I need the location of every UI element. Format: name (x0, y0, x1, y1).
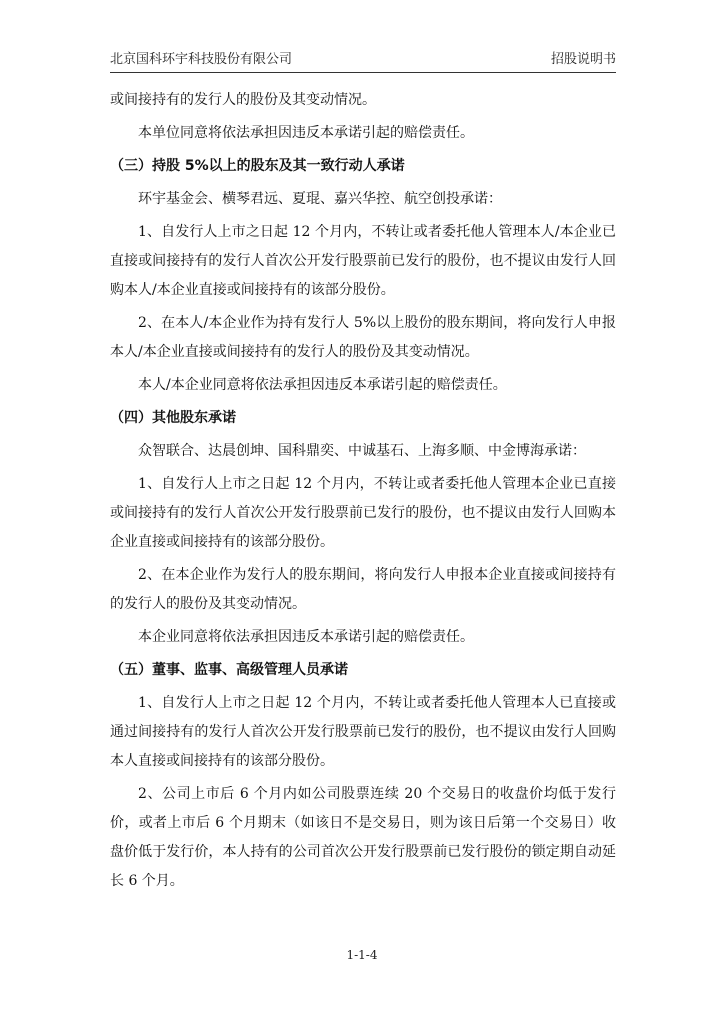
document-body (110, 86, 616, 900)
paragraph-continuation: 或间接持有的发行人的股份及其变动情况。 (110, 92, 376, 108)
paragraph-major-shareholders: 环宇基金会、横琴君远、夏琨、嘉兴华控、航空创投承诺： (138, 191, 502, 207)
page-header (110, 50, 616, 70)
paragraph-major-report: 2、在本人/本企业作为持有发行人 5%以上股份的股东期间，将向发行人申报本人/本企业直接或间接持有的发行人的股份及其变动情况。 (110, 315, 616, 360)
paragraph-directors-lockup: 1、自发行人上市之日起 12 个月内，不转让或者委托他人管理本人已直接或通过间接持有的发行人首次公开发行股票前已发行的股份，也不提议由发行人回购本人直接或间接持有的该部分股份。 (110, 695, 616, 769)
header-company-name: 北京国科环宇科技股份有限公司 (110, 52, 293, 67)
paragraph-other-shareholders: 众智联合、达晨创坤、国科鼎奕、中诚基石、上海多顺、中金博海承诺： (138, 443, 586, 459)
paragraph-other-liability: 本企业同意将依法承担因违反本承诺引起的赔偿责任。 (138, 629, 474, 645)
page-number: 1-1-4 (346, 948, 378, 962)
paragraph-major-liability: 本人/本企业同意将依法承担因违反本承诺引起的赔偿责任。 (138, 377, 507, 393)
header-divider (110, 72, 616, 73)
header-document-type: 招股说明书 (550, 52, 616, 67)
section-heading-4: （四）其他股东承诺 (110, 410, 236, 426)
section-heading-5: （五）董事、监事、高级管理人员承诺 (110, 662, 348, 678)
paragraph-directors-extension: 2、公司上市后 6 个月内如公司股票连续 20 个交易日的收盘价均低于发行价，或者上市后 6 个月期末（如该日不是交易日，则为该日后第一个交易日）收盘价低于发行价，本人持有的公司首次公开发行股票前已发行股份的锁定期自动延长 6 个月。 (110, 786, 616, 889)
paragraph-liability-unit: 本单位同意将依法承担因违反本承诺引起的赔偿责任。 (138, 125, 474, 141)
section-heading-3: （三）持股 5%以上的股东及其一致行动人承诺 (110, 158, 405, 174)
paragraph-other-report: 2、在本企业作为发行人的股东期间，将向发行人申报本企业直接或间接持有的发行人的股份及其变动情况。 (110, 567, 616, 612)
paragraph-major-lockup: 1、自发行人上市之日起 12 个月内，不转让或者委托他人管理本人/本企业已直接或间接持有的发行人首次公开发行股票前已发行的股份，也不提议由发行人回购本人/本企业直接或间接持有的该部分股份。 (110, 224, 616, 298)
paragraph-other-lockup: 1、自发行人上市之日起 12 个月内，不转让或者委托他人管理本企业已直接或间接持有的发行人首次公开发行股票前已发行的股份，也不提议由发行人回购本企业直接或间接持有的该部分股份。 (110, 476, 616, 550)
